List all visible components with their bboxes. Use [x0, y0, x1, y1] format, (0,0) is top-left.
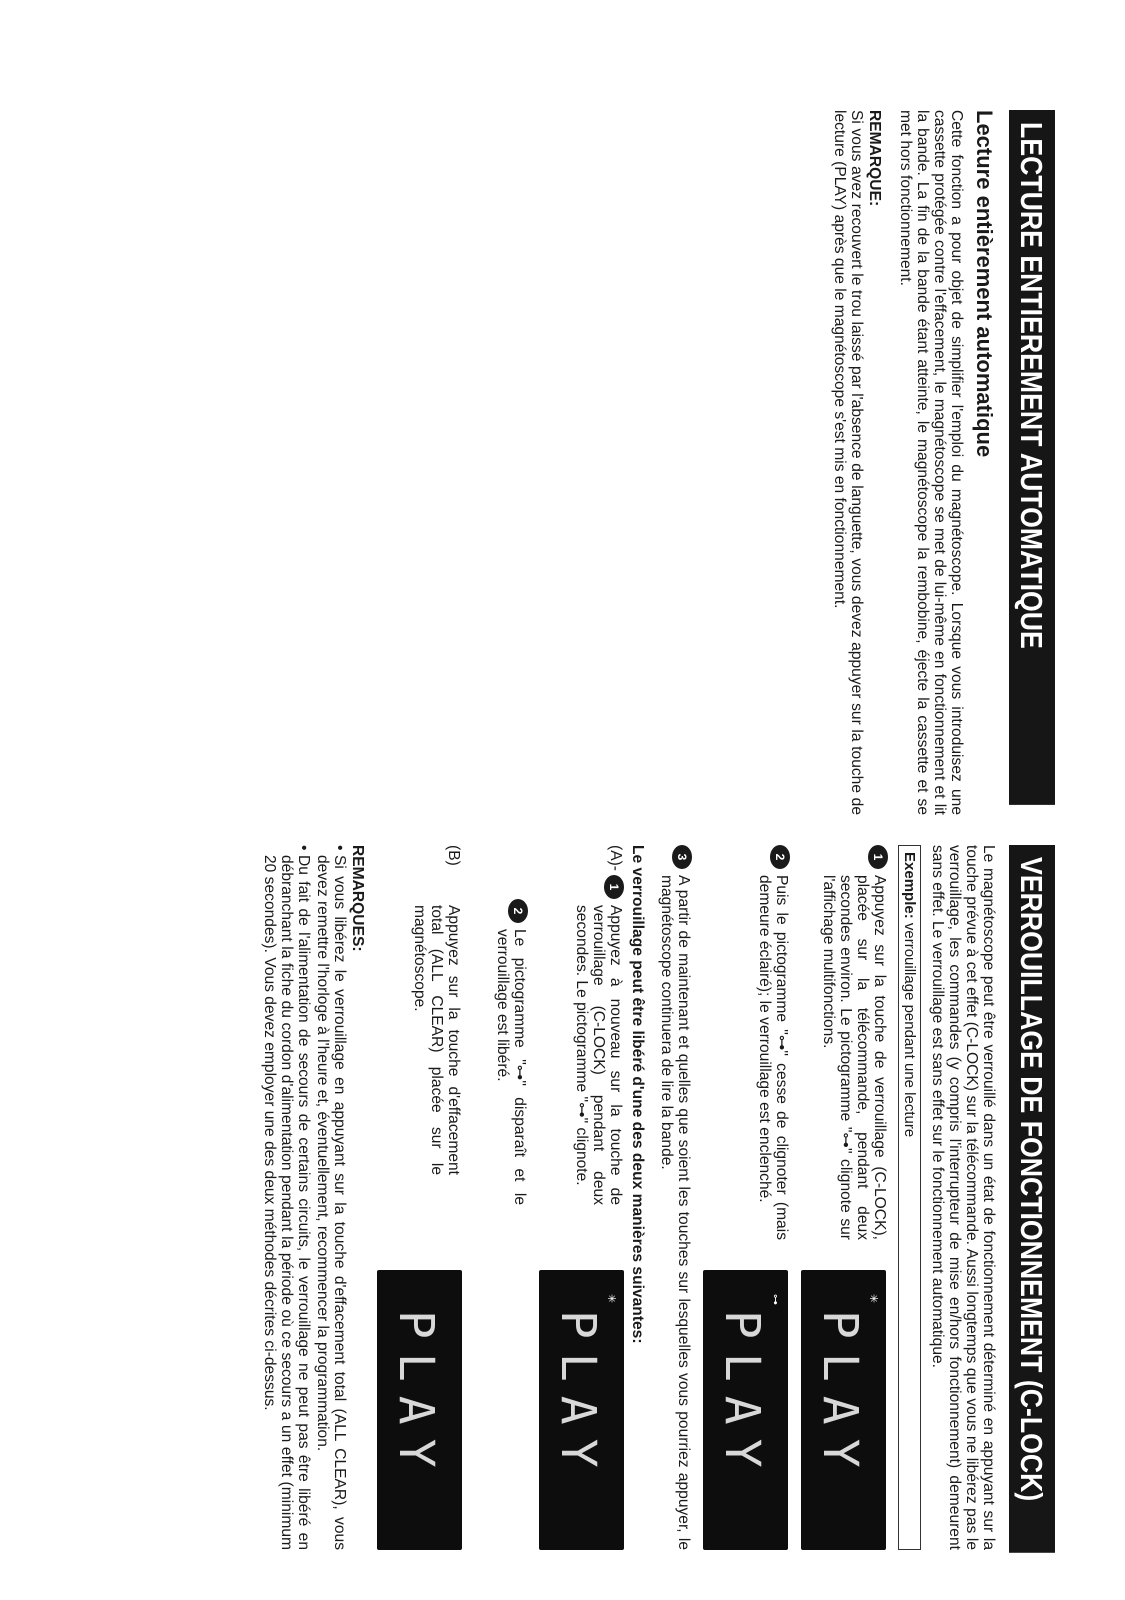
release-option-b [372, 845, 462, 1550]
release-option-a1 [534, 845, 624, 1550]
step-text: A partir de maintenant et quelles que soient les touches sur lesquelles vous pourriez appuyer, le magnétoscope continuera de lire la bande. [658, 875, 692, 1550]
lcd-text: PLAY [714, 1310, 770, 1482]
list-item: • Du fait de l'alimentation de secours de certains circuits, le verrouillage ne peut pas être libéré en débranchant la fiche du cordon d'alimentation pendant la période où ce secours a un effet (minimum 20 secondes). Vous devez employer une des deux méthodes décrites ci-dessus. [261, 845, 312, 1550]
release-a1-text: Appuyez à nouveau sur la touche de verrouillage (C-LOCK) pendant deux secondes. Le pictogramme "⊶" clignote. [573, 905, 624, 1205]
key-icon: ⊶ [769, 1294, 781, 1305]
release-a2-text: Le pictogramme "⊶" disparaît et le verrouillage est libéré. [494, 929, 528, 1205]
lcd-display [801, 1270, 886, 1550]
step-number: 2 [508, 899, 528, 923]
remark-label: REMARQUE: [866, 110, 883, 207]
release-b-text: Appuyez sur la touche d'effacement total (ALL CLEAR) placée sur le magnétoscope. [411, 905, 462, 1175]
step-number: 2 [770, 845, 790, 869]
c-lock-intro: Le magnétoscope peut être verrouillé dans un état de fonctionnement déterminé en appuyant sur la touche prévue à cet effet (C-LOCK) sur la télécommande. Aussi longtemps que vous ne libérez pas le verrouillage, les commandes (y compris l'interrupteur de mise en/hors fonctionnement) demeurent sans effet. Le verrouillage est sans effet sur le fonctionnement automatique. [929, 845, 997, 1550]
section-banner-c-lock: VERROUILLAGE DE FONCTIONNEMENT (C-LOCK) [1009, 845, 1055, 1553]
section-heading: Lecture entièrement automatique [972, 110, 997, 458]
option-b-label: (B) [445, 845, 462, 866]
release-heading: Le verrouillage peut être libéré d'une des deux manières suivantes: [629, 845, 646, 1344]
blink-icon: ✳ [605, 1294, 617, 1304]
step-number: 1 [868, 845, 888, 869]
rotated-page [55, 90, 1055, 1550]
option-a-label: (A)- [607, 845, 624, 871]
lcd-display [539, 1270, 624, 1550]
example-text: verrouillage pendant une lecture [901, 922, 918, 1138]
example-box [898, 845, 921, 1550]
remarks-label: REMARQUES: [349, 845, 366, 952]
step-2 [698, 845, 790, 1550]
lcd-text: PLAY [550, 1310, 606, 1482]
step-1 [796, 845, 888, 1550]
step-text: Puis le pictogramme "⊶" cesse de clignoter (mais demeure éclairé); le verrouillage est enclenché. [756, 875, 790, 1240]
lcd-display [703, 1270, 788, 1550]
step-3 [658, 845, 692, 1550]
right-column [259, 845, 1055, 1550]
remarks-list [261, 845, 348, 1550]
step-text: Appuyez sur la touche de verrouillage (C-LOCK), placée sur la télécommande, pendant deux secondes environ. Le pictogramme "⊶" clignote sur l'affichage multifonctions. [820, 875, 888, 1240]
list-item: • Si vous libérez le verrouillage en appuyant sur la touche d'effacement total (ALL CLEAR), vous devez remettre l'horloge à l'heure et, éventuellement, recommencer la programmation. [314, 845, 348, 1550]
step-number: 1 [604, 875, 624, 899]
intro-paragraph: Cette fonction a pour objet de simplifier l'emploi du magnétoscope. Lorsque vous introduisez une cassette protégée contre l'effacement, le magnétoscope se met de lui-même en fonctionnement et lit la bande. La fin de la bande étant atteinte, le magnétoscope la rembobine, éjecte la cassette et se met hors fonctionnement. [897, 110, 965, 815]
section-banner-auto-play: LECTURE ENTIEREMENT AUTOMATIQUE [1009, 110, 1055, 805]
blink-icon: ✳ [867, 1294, 879, 1304]
step-number: 3 [672, 845, 692, 869]
left-column [831, 110, 1055, 815]
remark-text: Si vous avez recouvert le trou laissé par l'absence de languette, vous devez appuyer sur la touche de lecture (PLAY) après que le magnétoscope s'est mis en fonctionnement. [831, 110, 865, 815]
release-option-a2 [468, 845, 528, 1550]
lcd-text: PLAY [388, 1310, 444, 1482]
example-label: Exemple: [901, 852, 918, 919]
lcd-display [377, 1270, 462, 1550]
lcd-text: PLAY [812, 1310, 868, 1482]
